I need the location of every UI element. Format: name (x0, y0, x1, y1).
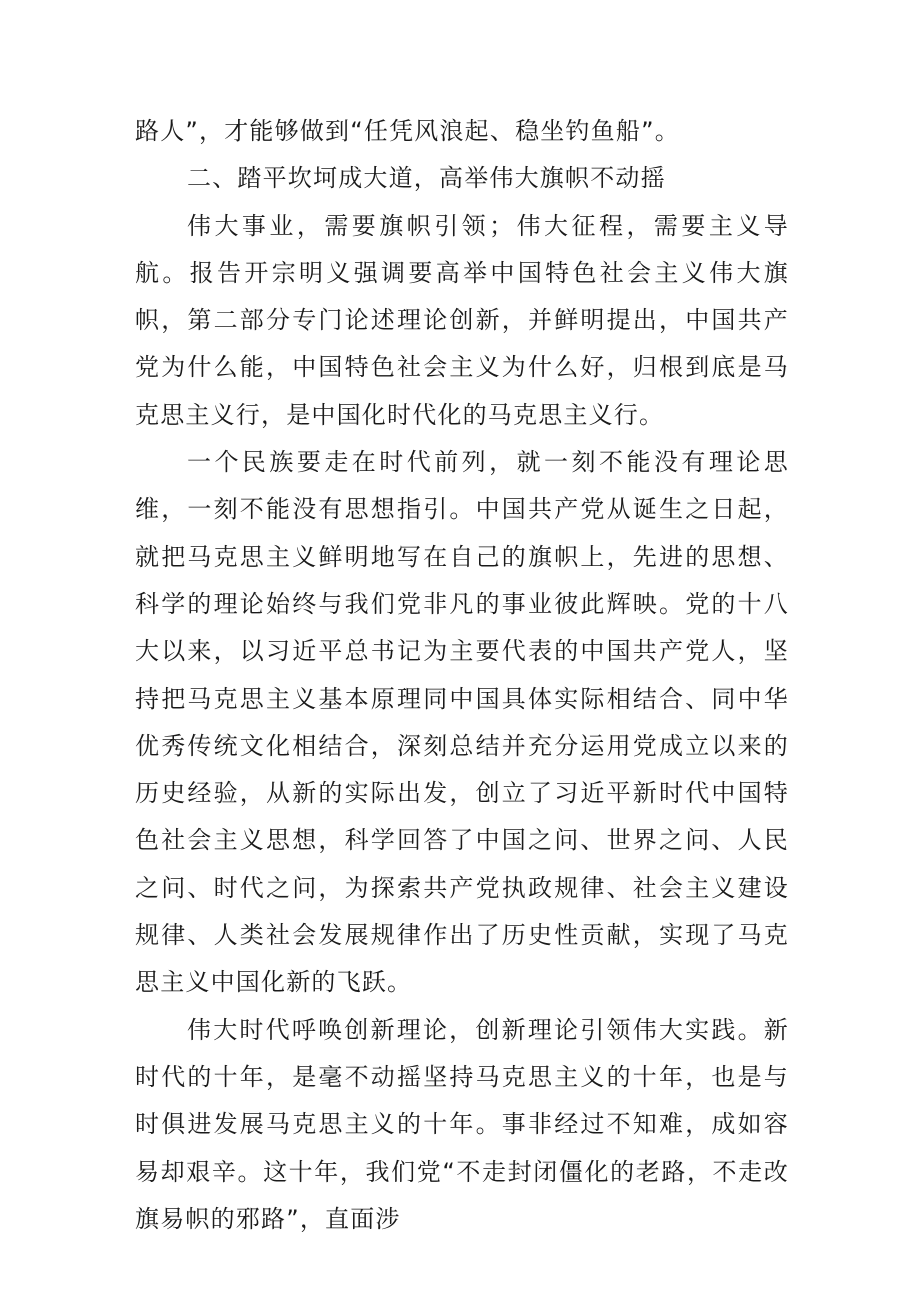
document-body (135, 108, 789, 1243)
paragraph: 伟大事业，需要旗帜引领；伟大征程，需要主义导航。报告开宗明义强调要高举中国特色社会主义伟大旗帜，第二部分专门论述理论创新，并鲜明提出，中国共产党为什么能，中国特色社会主义为什么好，归根到底是马克思主义行，是中国化时代化的马克思主义行。 (135, 211, 789, 429)
paragraph: 伟大时代呼唤创新理论，创新理论引领伟大实践。新时代的十年，是毫不动摇坚持马克思主义的十年，也是与时俱进发展马克思主义的十年。事非经过不知难，成如容易却艰辛。这十年，我们党“不走封闭僵化的老路，不走改旗易帜的邪路”，直面涉 (135, 1015, 789, 1233)
paragraph: 一个民族要走在时代前列，就一刻不能没有理论思维，一刻不能没有思想指引。中国共产党从诞生之日起，就把马克思主义鲜明地写在自己的旗帜上，先进的思想、科学的理论始终与我们党非凡的事业彼此辉映。党的十八大以来，以习近平总书记为主要代表的中国共产党人，坚持把马克思主义基本原理同中国具体实际相结合、同中华优秀传统文化相结合，深刻总结并充分运用党成立以来的历史经验，从新的实际出发，创立了习近平新时代中国特色社会主义思想，科学回答了中国之问、世界之问、人民之问、时代之问，为探索共产党执政规律、社会主义建设规律、人类社会发展规律作出了历史性贡献，实现了马克思主义中国化新的飞跃。 (135, 448, 789, 997)
section-heading: 二、踏平坎坷成大道，高举伟大旗帜不动摇 (187, 164, 666, 193)
paragraph-continued: 路人”，才能够做到“任凭风浪起、稳坐钓鱼船”。 (135, 117, 680, 145)
